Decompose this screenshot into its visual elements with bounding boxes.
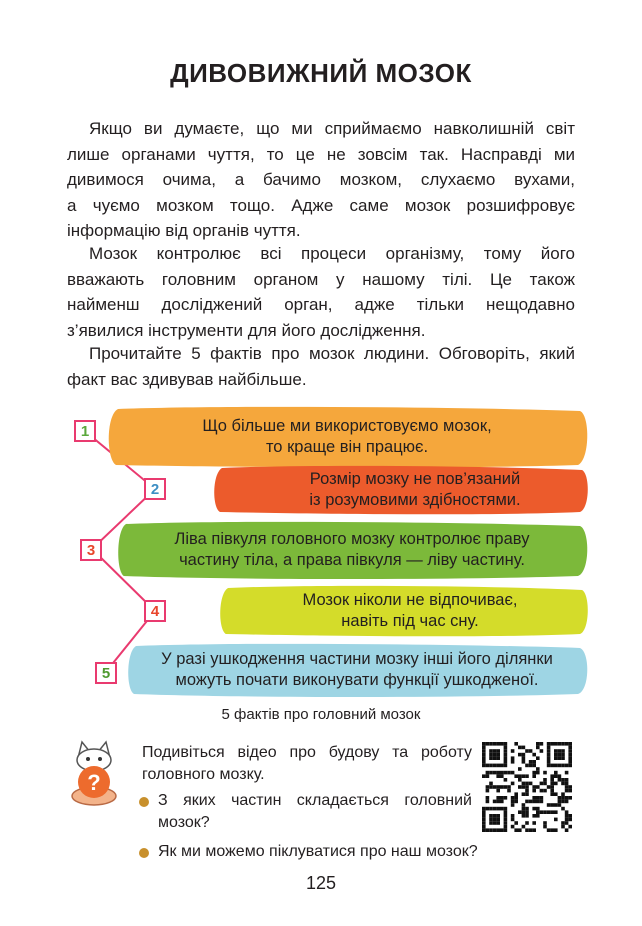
question-2-line1: Як ми можемо піклуватися про наш мозок? bbox=[158, 843, 478, 860]
fact-number-1: 1 bbox=[74, 420, 96, 442]
paragraph-line: Якщо ви думаєте, що ми сприймаємо навколишній світ bbox=[89, 119, 575, 138]
fact-1-text bbox=[104, 403, 590, 471]
fact-4-line1: Мозок ніколи не відпочиває, bbox=[302, 591, 518, 609]
fact-1-line1: Що більше ми використовуємо мозок, bbox=[202, 417, 492, 435]
fact-3-line1: Ліва півкуля головного мозку контролює праву bbox=[174, 530, 530, 548]
paragraph-line: вважають головним органом у нашому тілі. Це також bbox=[67, 269, 575, 289]
fact-4-line2: навіть під час сну. bbox=[341, 612, 479, 630]
paragraph-line: факт вас здивував найбільше. bbox=[67, 369, 307, 389]
fact-number-3: 3 bbox=[80, 539, 102, 561]
paragraph-line: Мозок контролює всі процеси організму, тому його bbox=[89, 244, 575, 263]
paragraph-line: а чуємо мозком тощо. Адже саме мозок розшифровує bbox=[67, 195, 575, 215]
diagram-caption: 5 фактів про головний мозок bbox=[221, 706, 421, 723]
fact-3-text bbox=[114, 518, 590, 582]
fact-2-line1: Розмір мозку не пов’язаний bbox=[309, 470, 521, 488]
paragraph-line: лише органами чуття, то це не зовсім так. Насправді ми bbox=[67, 144, 575, 164]
paragraph-line: найменш досліджений орган, адже тільки нещодавно bbox=[67, 295, 575, 314]
page-title: ДИВОВИЖНИЙ МОЗОК bbox=[170, 58, 472, 88]
bullet-icon bbox=[139, 848, 149, 858]
qr-code-icon[interactable] bbox=[482, 742, 572, 832]
fact-5-line1: У разі ушкодження частини мозку інші його ділянки bbox=[161, 650, 553, 668]
cat-question-icon bbox=[64, 738, 124, 810]
fact-4-text bbox=[240, 584, 580, 638]
question-2 bbox=[158, 841, 538, 863]
fact-1-line2: то краще він працює. bbox=[265, 438, 429, 456]
question-1 bbox=[158, 790, 472, 834]
fact-5-line2: можуть почати виконувати функції ушкодженої. bbox=[175, 671, 539, 689]
activity-intro-line1: Подивіться відео про будову та роботу bbox=[142, 744, 472, 761]
fact-2-line2: із розумовими здібностями. bbox=[309, 491, 521, 509]
fact-number-5: 5 bbox=[95, 662, 117, 684]
question-1-line1: З яких частин складається головний bbox=[158, 792, 472, 809]
page-number: 125 bbox=[305, 873, 337, 893]
activity-intro-line2: головного мозку. bbox=[142, 766, 265, 783]
bullet-icon bbox=[139, 797, 149, 807]
fact-number-2: 2 bbox=[144, 478, 166, 500]
question-mark-icon: ? bbox=[87, 770, 101, 795]
paragraph-line: дивимося очима, а бачимо мозком, слухаємо вухами, bbox=[67, 170, 575, 189]
paragraph-line: Прочитайте 5 фактів про мозок людини. Обговоріть, який bbox=[89, 344, 575, 363]
activity-intro bbox=[142, 742, 472, 786]
fact-3-line2: частину тіла, а права півкуля — ліву частину. bbox=[179, 551, 525, 569]
question-1-line2: мозок? bbox=[158, 814, 210, 831]
paragraph-line: з’явилися інструменти для його дослідження. bbox=[67, 320, 426, 340]
fact-2-text bbox=[250, 464, 580, 516]
fact-number-4: 4 bbox=[144, 600, 166, 622]
paragraph-line: інформацію від органів чуття. bbox=[67, 221, 301, 240]
fact-5-text bbox=[124, 640, 590, 700]
